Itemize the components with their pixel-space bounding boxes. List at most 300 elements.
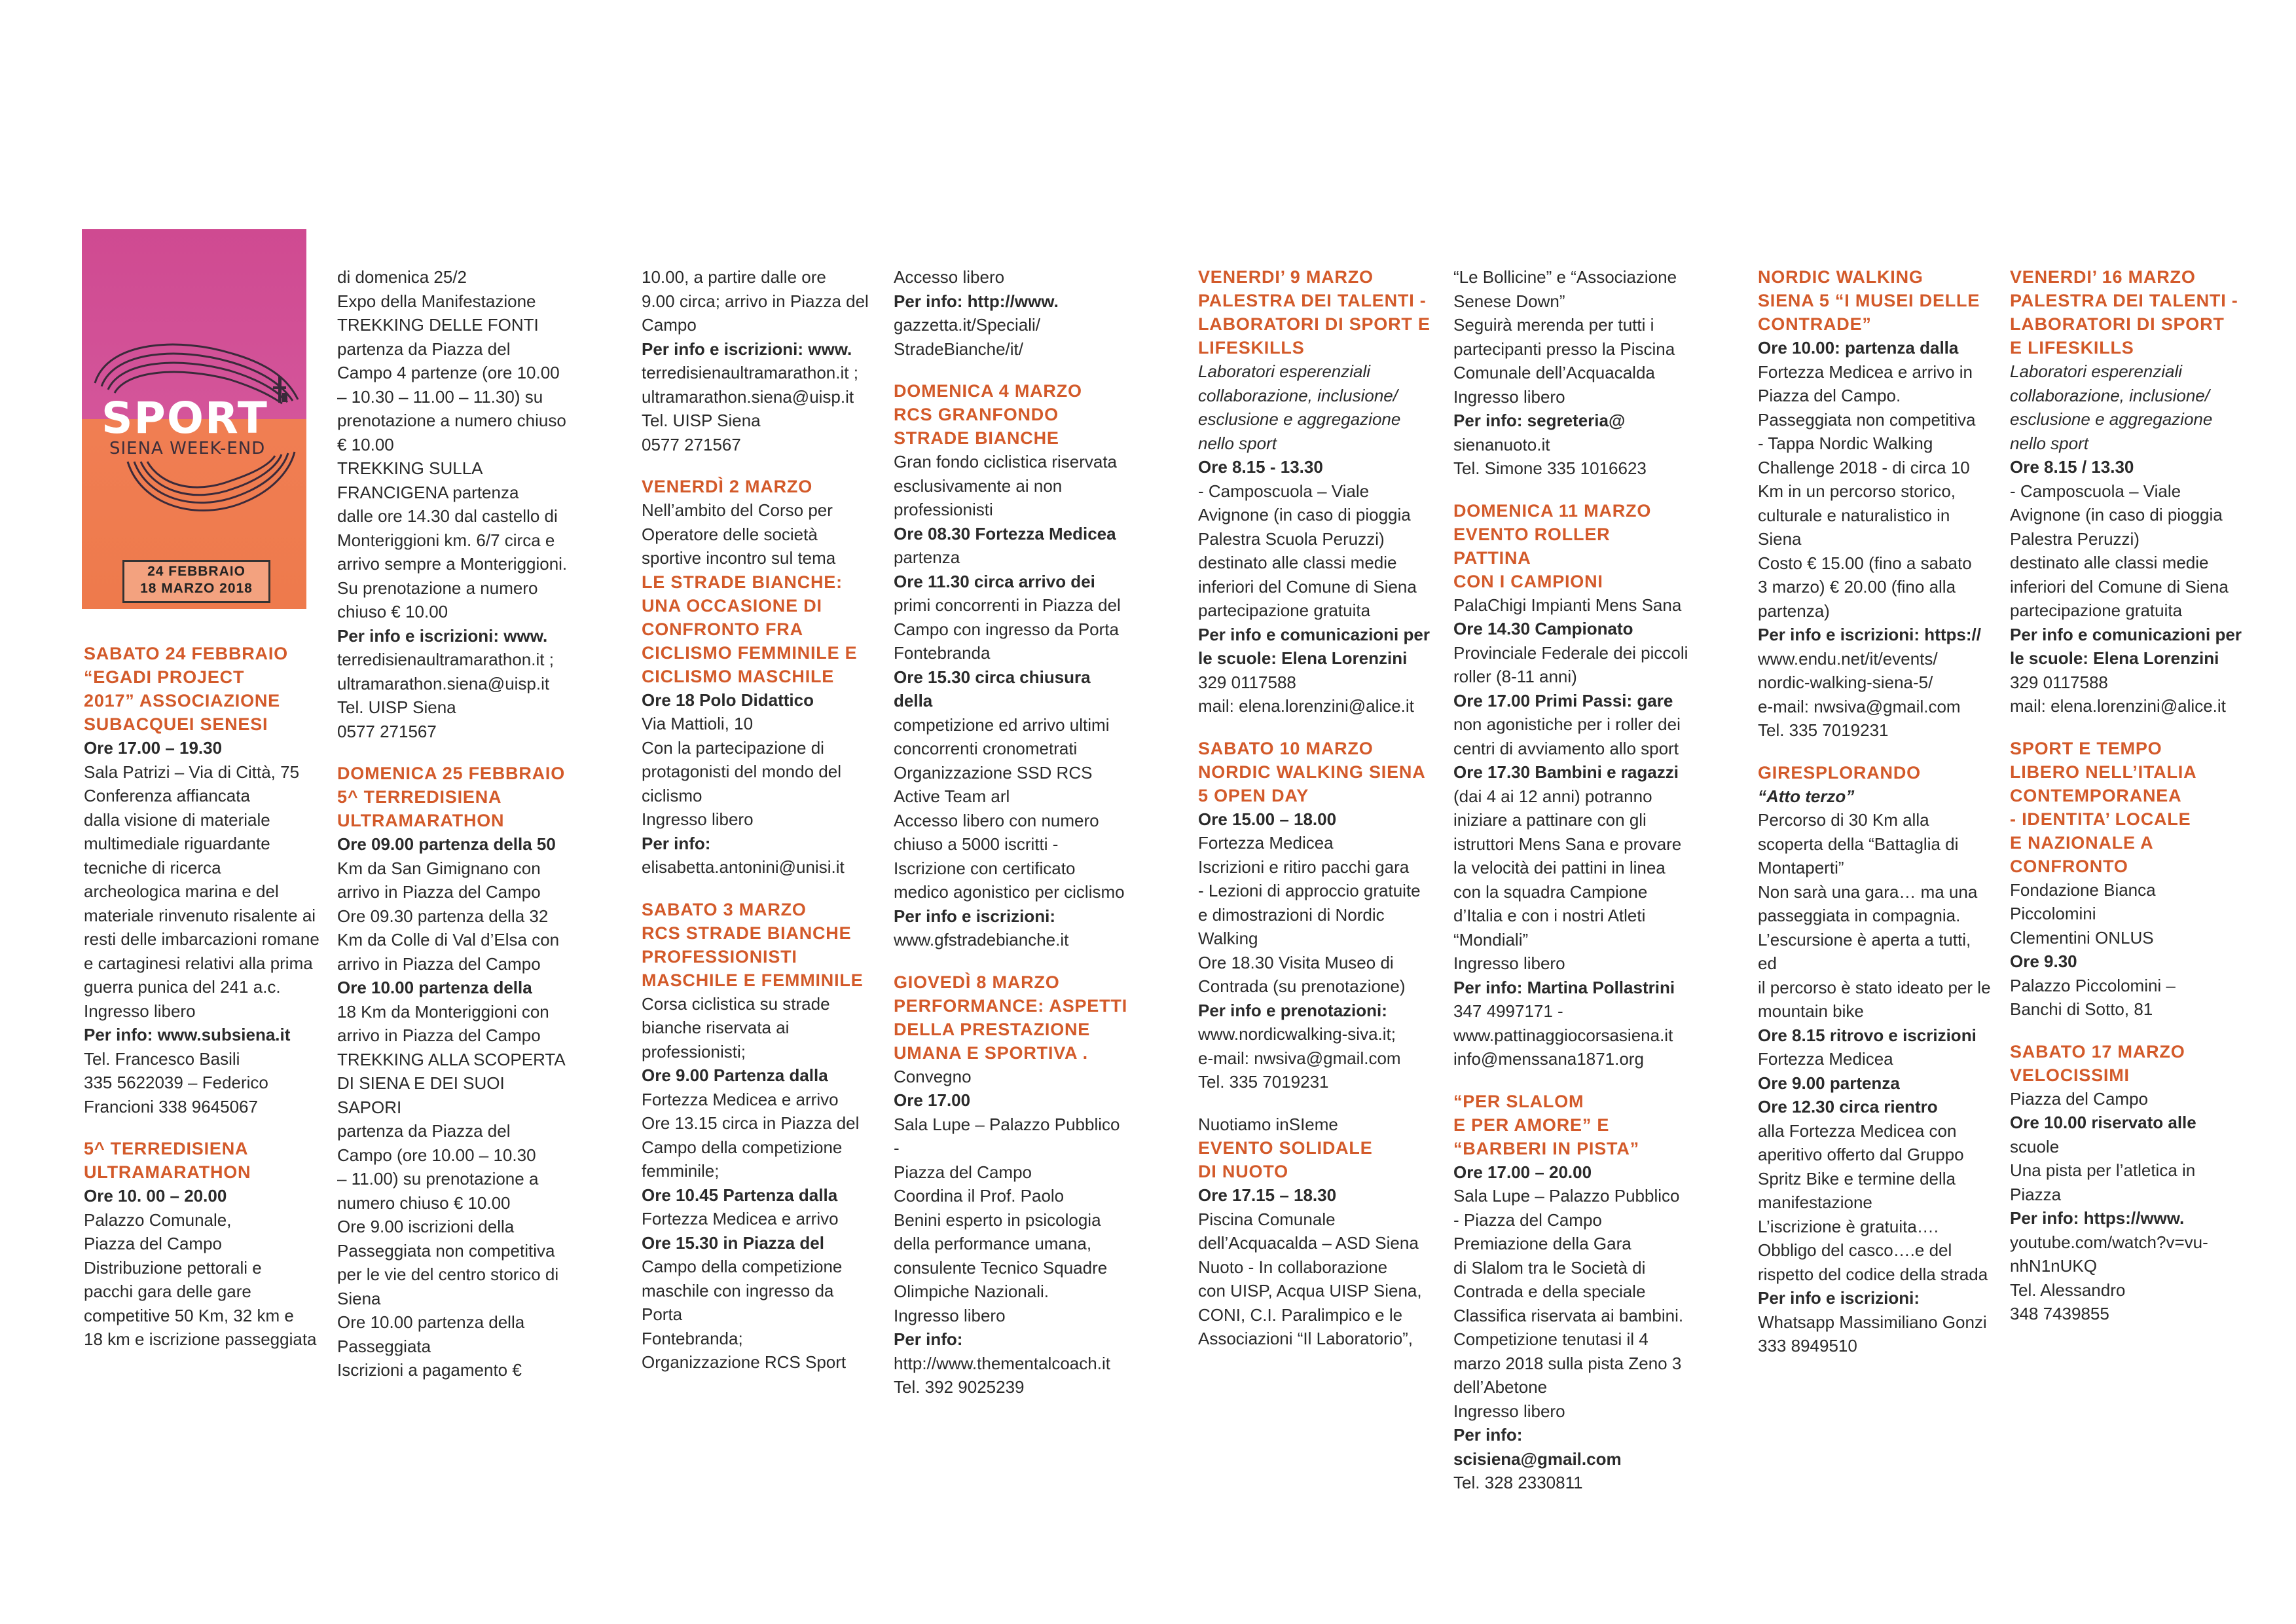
event-heading: LABORATORI DI SPORT: [2010, 314, 2225, 334]
event-text-line: e-mail: nwsiva@gmail.com: [1198, 1048, 1401, 1068]
event-text-line: guerra punica del 241 a.c.: [84, 977, 281, 997]
event-text-line: sportive incontro sul tema: [642, 548, 836, 568]
event-text-line: Fontebranda: [894, 643, 991, 663]
event-text-line: ultramarathon.siena@uisp.it: [337, 673, 550, 693]
event-block: [84, 1137, 319, 1352]
event-text-line: Ingresso libero: [1453, 1401, 1565, 1421]
event-text-line: Ore 8.15 - 13.30: [1198, 457, 1323, 477]
event-text-line: Ore 10.00 riservato alle: [2010, 1113, 2196, 1132]
event-text-line: nello sport: [2010, 433, 2088, 453]
event-text-line: 18 km e iscrizione passeggiata: [84, 1329, 317, 1349]
event-text-line: roller (8-11 anni): [1453, 667, 1577, 686]
event-block: [1453, 499, 1689, 1071]
event-heading: “EGADI PROJECT: [84, 667, 245, 687]
event-text-line: arrivo in Piazza del Campo: [337, 882, 541, 902]
event-heading: UNA OCCASIONE DI: [642, 595, 822, 616]
event-heading: CONFRONTO: [2010, 856, 2128, 876]
event-text-line: www.pattinaggiocorsasiena.it: [1453, 1025, 1673, 1045]
event-text-line: multimediale riguardante: [84, 834, 270, 853]
event-text-line: Siena: [337, 1288, 381, 1308]
event-text-line: TREKKING SULLA: [337, 458, 483, 478]
event-text-line: d’Italia e con i nostri Atleti: [1453, 906, 1646, 925]
event-heading: ULTRAMARATHON: [337, 811, 505, 830]
event-text-line: resti delle imbarcazioni romane: [84, 929, 319, 949]
event-text-line: partecipanti presso la Piscina: [1453, 339, 1675, 359]
event-heading: LIFESKILLS: [1198, 338, 1305, 358]
column-8: [2010, 265, 2246, 1344]
event-text-line: FRANCIGENA partenza: [337, 482, 519, 502]
event-text-line: collaborazione, inclusione/: [1198, 385, 1398, 405]
column-5: [1198, 265, 1434, 1369]
event-text-line: 3 marzo) € 20.00 (fino alla: [1758, 577, 1956, 597]
event-text-line: esclusione e aggregazione: [1198, 409, 1401, 429]
event-text-line: www.gfstradebianche.it: [894, 930, 1069, 950]
event-block: [2010, 265, 2246, 718]
event-text-line: non agonistiche per i roller dei: [1453, 714, 1681, 734]
event-heading: 5^ TERREDISIENA: [84, 1139, 249, 1158]
event-text-line: Whatsapp Massimiliano Gonzi: [1758, 1312, 1987, 1332]
event-text-line: Costo € 15.00 (fino a sabato: [1758, 553, 1972, 573]
event-text-line: Tel. 335 7019231: [1198, 1072, 1329, 1092]
event-heading: E PER AMORE” E: [1453, 1115, 1610, 1135]
event-text-line: Km in un percorso storico,: [1758, 481, 1956, 501]
event-text-line: TREKKING ALLA SCOPERTA: [337, 1049, 566, 1069]
event-text-line: passeggiata in compagnia.: [1758, 906, 1961, 925]
event-text-line: (dai 4 ai 12 anni) potranno: [1453, 786, 1652, 806]
event-text-line: Iscrizioni e ritiro pacchi gara: [1198, 857, 1410, 877]
event-text-line: Ore 09.00 partenza della 50: [337, 834, 556, 854]
event-text-line: Classifica riservata ai bambini.: [1453, 1305, 1684, 1325]
event-heading: DOMENICA 25 FEBBRAIO: [337, 764, 566, 783]
event-text-line: “Atto terzo”: [1758, 786, 1855, 806]
event-heading: SABATO 24 FEBBRAIO: [84, 644, 288, 663]
event-text-line: Ore 14.30 Campionato: [1453, 619, 1633, 638]
event-text-line: Piscina Comunale: [1198, 1209, 1336, 1229]
event-text-line: scuole: [2010, 1136, 2060, 1156]
event-text-line: DI SIENA E DEI SUOI SAPORI: [337, 1073, 505, 1117]
event-heading: CONTEMPORANEA: [2010, 785, 2182, 805]
column-7: [1758, 265, 1994, 1376]
event-text-line: Su prenotazione a numero: [337, 578, 538, 598]
event-text-line: scoperta della “Battaglia di: [1758, 834, 1959, 854]
event-text-line: Piazza del Campo: [2010, 1088, 2148, 1109]
event-heading: 2017” ASSOCIAZIONE: [84, 691, 280, 710]
event-text-line: Ore 12.30 circa rientro: [1758, 1097, 1938, 1116]
event-text-line: dell’Acquacalda – ASD Siena: [1198, 1233, 1419, 1253]
event-text-line: Ore 08.30 Fortezza Medicea: [894, 523, 1116, 544]
event-text-line: numero chiuso € 10.00: [337, 1192, 511, 1213]
event-text-line: Per info e iscrizioni: https://: [1758, 625, 1981, 644]
event-text-line: Active Team arl: [894, 786, 1010, 806]
event-text-line: Contrada e della speciale: [1453, 1282, 1646, 1301]
event-text-line: StradeBianche/it/: [894, 339, 1024, 359]
event-text-line: CONI, C.I. Paralimpico e le: [1198, 1304, 1403, 1325]
event-text-line: Expo della Manifestazione: [337, 291, 536, 311]
event-text-line: Ore 9.00 partenza: [1758, 1073, 1900, 1093]
event-text-line: ciclismo: [642, 785, 702, 805]
event-text-line: Monteriggioni km. 6/7 circa e: [337, 530, 555, 550]
event-block: [2010, 1040, 2246, 1326]
event-text-line: nello sport: [1198, 433, 1277, 453]
event-block: [1453, 265, 1689, 481]
event-text-line: competizione ed arrivo ultimi: [894, 714, 1110, 735]
event-text-line: Ore 10. 00 – 20.00: [84, 1186, 227, 1206]
event-text-line: PalaChigi Impianti Mens Sana: [1453, 595, 1682, 615]
event-text-line: pacchi gara delle gare: [84, 1282, 251, 1301]
event-text-line: medico agonistico per ciclismo: [894, 882, 1125, 902]
event-text-line: Tel. Francesco Basili: [84, 1048, 240, 1069]
event-text-line: Tel. 328 2330811: [1453, 1473, 1583, 1492]
event-text-line: 9.00 circa; arrivo in Piazza del: [642, 291, 869, 311]
event-heading: E NAZIONALE A: [2010, 832, 2154, 853]
event-text-line: Ore 8.15 ritrovo e iscrizioni: [1758, 1025, 1977, 1045]
event-text-line: Fortezza Medicea e arrivo in: [1758, 361, 1973, 382]
event-text-line: Ingresso libero: [84, 1001, 196, 1021]
event-text-line: Campo della competizione: [642, 1137, 843, 1157]
event-text-line: Campo (ore 10.00 – 10.30: [337, 1145, 536, 1165]
event-text-line: Campo della competizione: [642, 1257, 843, 1276]
event-text-line: Laboratori esperenziali: [2010, 361, 2183, 381]
event-heading: SIENA 5 “I MUSEI DELLE: [1758, 291, 1980, 310]
event-text-line: Per info e comunicazioni per: [1198, 624, 1430, 644]
event-text-line: Per info:: [894, 1329, 963, 1349]
event-text-line: Per info: segreteria@: [1453, 411, 1626, 430]
event-text-line: Ore 11.30 circa arrivo dei: [894, 571, 1095, 591]
event-text-line: il percorso è stato ideato per le: [1758, 977, 1991, 997]
column-3: [642, 265, 877, 1393]
event-text-line: prenotazione a numero chiuso: [337, 411, 566, 430]
event-heading: LABORATORI DI SPORT E: [1198, 314, 1430, 334]
event-text-line: di domenica 25/2: [337, 267, 467, 287]
event-text-line: Ore 15.00 – 18.00: [1198, 809, 1337, 829]
poster-dates-box: [122, 560, 270, 603]
event-text-line: Ore 18 Polo Didattico: [642, 690, 814, 710]
event-text-line: Per info e iscrizioni:: [894, 906, 1056, 926]
event-text-line: rispetto del codice della strada: [1758, 1264, 1988, 1284]
event-text-line: e-mail: nwsiva@gmail.com: [1758, 696, 1961, 716]
event-block: [84, 642, 319, 1118]
event-text-line: Tel. UISP Siena: [337, 697, 456, 717]
event-text-line: 329 0117588: [2010, 672, 2108, 692]
event-text-line: istruttori Mens Sana e provare: [1453, 834, 1682, 854]
event-text-line: Ore 15.30 in Piazza del: [642, 1232, 824, 1253]
event-text-line: sienanuoto.it: [1453, 434, 1550, 454]
event-text-line: - Tappa Nordic Walking: [1758, 434, 1933, 453]
event-text-line: Tel. UISP Siena: [642, 411, 761, 430]
event-text-line: maschile con ingresso da Porta: [642, 1280, 834, 1324]
event-text-line: Per info: scisiena@gmail.com: [1453, 1425, 1622, 1469]
event-block: [642, 898, 877, 1375]
event-text-line: Ore 17.00: [894, 1090, 971, 1110]
event-block: [1198, 1113, 1434, 1351]
event-text-line: chiuso € 10.00: [337, 602, 448, 621]
event-text-line: Tel. 335 7019231: [1758, 720, 1889, 740]
event-text-line: Organizzazione RCS Sport: [642, 1352, 847, 1372]
column-2: [337, 265, 573, 1401]
event-text-line: - Camposcuola – Viale: [1198, 481, 1370, 501]
event-text-line: Ore 15.30 circa chiusura della: [894, 667, 1091, 710]
event-text-line: – 10.30 – 11.00 – 11.30) su: [337, 386, 543, 407]
event-text-line: Comunale dell’Acquacalda: [1453, 363, 1655, 382]
event-text-line: Piazza del Campo.: [1758, 386, 1901, 405]
event-text-line: Challenge 2018 - di circa 10: [1758, 457, 1970, 477]
event-text-line: TREKKING DELLE FONTI: [337, 315, 539, 335]
event-heading: “BARBERI IN PISTA”: [1453, 1138, 1639, 1158]
event-text-line: Iscrizione con certificato: [894, 858, 1076, 878]
event-text-line: della performance umana,: [894, 1234, 1092, 1253]
event-text-line: inferiori del Comune di Siena: [2010, 576, 2229, 597]
event-text-line: Ore 10.00: partenza dalla: [1758, 338, 1959, 358]
event-text-line: Organizzazione SSD RCS: [894, 762, 1093, 783]
event-text-line: Per info: Martina Pollastrini: [1453, 977, 1675, 997]
event-text-line: elisabetta.antonini@unisi.it: [642, 857, 845, 877]
event-heading: SABATO 3 MARZO: [642, 899, 807, 919]
event-text-line: Ore 13.15 circa in Piazza del: [642, 1113, 860, 1133]
event-text-line: partenza: [894, 547, 960, 567]
event-text-line: le scuole: Elena Lorenzini: [2010, 648, 2219, 668]
event-heading: UMANA E SPORTIVA .: [894, 1043, 1088, 1063]
event-text-line: e dimostrazioni di Nordic: [1198, 904, 1385, 925]
event-text-line: Nuotiamo inSIeme: [1198, 1114, 1338, 1134]
event-text-line: 0577 271567: [337, 721, 437, 741]
event-heading: VENERDI’ 9 MARZO: [1198, 267, 1374, 287]
event-text-line: 18 Km da Monteriggioni con: [337, 1001, 549, 1022]
event-heading: CICLISMO FEMMINILE E: [642, 642, 858, 663]
event-heading: LIBERO NELL’ITALIA: [2010, 762, 2197, 782]
event-text-line: alla Fortezza Medicea con: [1758, 1120, 1957, 1141]
event-text-line: iniziare a pattinare con gli: [1453, 810, 1647, 830]
event-heading: CONTRADE”: [1758, 314, 1872, 334]
event-heading: EVENTO ROLLER PATTINA: [1453, 524, 1611, 568]
event-text-line: partenza): [1758, 600, 1830, 621]
event-heading: PALESTRA DEI TALENTI -: [1198, 291, 1427, 310]
event-text-line: di Slalom tra le Società di: [1453, 1257, 1646, 1278]
event-text-line: Fontebranda;: [642, 1328, 743, 1348]
event-heading: EVENTO SOLIDALE: [1198, 1138, 1373, 1158]
event-text-line: materiale rinvenuto risalente ai: [84, 905, 316, 925]
event-text-line: Premiazione della Gara: [1453, 1234, 1631, 1253]
event-text-line: Ore 17.15 – 18.30: [1198, 1185, 1337, 1205]
event-text-line: Competizione tenutasi il 4: [1453, 1329, 1649, 1349]
event-text-line: partecipazione gratuita: [2010, 600, 2183, 620]
event-text-line: Olimpiche Nazionali.: [894, 1282, 1049, 1301]
event-text-line: culturale e naturalistico in: [1758, 505, 1950, 525]
event-text-line: Campo: [642, 315, 697, 335]
event-text-line: nhN1nUKQ: [2010, 1256, 2097, 1276]
event-text-line: - Camposcuola – Viale: [2010, 481, 2181, 501]
event-heading: E LIFESKILLS: [2010, 338, 2134, 358]
event-text-line: Ore 9.00 iscrizioni della: [337, 1217, 515, 1236]
event-text-line: www.endu.net/it/events/: [1758, 648, 1938, 669]
event-text-line: dell’Abetone: [1453, 1377, 1548, 1397]
event-text-line: Nuoto - In collaborazione: [1198, 1257, 1388, 1277]
event-text-line: Ore 17.00 Primi Passi: gare: [1453, 690, 1673, 710]
event-text-line: Ore 09.30 partenza della 32: [337, 906, 549, 926]
event-heading: LE STRADE BIANCHE:: [642, 572, 843, 592]
event-block: [642, 475, 877, 879]
event-text-line: Ingresso libero: [642, 809, 754, 829]
event-text-line: dalla visione di materiale: [84, 809, 270, 830]
event-heading: PERFORMANCE: ASPETTI: [894, 995, 1128, 1016]
event-text-line: Ore 17.30 Bambini e ragazzi: [1453, 762, 1679, 782]
event-heading: CICLISMO MASCHILE: [642, 666, 835, 686]
event-text-line: Ore 10.00 partenza della: [337, 1312, 525, 1332]
event-text-line: L’escursione è aperta a tutti, ed: [1758, 929, 1971, 973]
event-text-line: ultramarathon.siena@uisp.it: [642, 386, 854, 407]
column-6: [1453, 265, 1689, 1513]
event-text-line: Corsa ciclistica su strade: [642, 993, 830, 1014]
event-text-line: Distribuzione pettorali e: [84, 1257, 262, 1278]
event-text-line: Via Mattioli, 10: [642, 714, 754, 733]
sport-siena-poster: [82, 229, 306, 609]
event-text-line: Avignone (in caso di pioggia: [2010, 505, 2223, 525]
event-text-line: professionisti;: [642, 1041, 746, 1061]
event-text-line: Conferenza affiancata: [84, 786, 250, 805]
event-text-line: Palestra Scuola Peruzzi): [1198, 528, 1385, 549]
event-heading: 5 OPEN DAY: [1198, 785, 1309, 805]
event-text-line: Ore 18.30 Visita Museo di: [1198, 952, 1394, 972]
event-text-line: L’iscrizione è gratuita….: [1758, 1216, 1939, 1236]
event-text-line: per le vie del centro storico di: [337, 1264, 559, 1284]
event-text-line: archeologica marina e del: [84, 881, 279, 901]
event-text-line: Accesso libero: [894, 267, 1005, 287]
event-text-line: arrivo sempre a Monteriggioni.: [337, 554, 568, 574]
poster-date-from: 24 FEBBRAIO: [147, 564, 246, 579]
event-text-line: Campo 4 partenze (ore 10.00: [337, 363, 560, 382]
event-text-line: Ingresso libero: [1453, 953, 1565, 973]
event-block: [894, 265, 1129, 361]
event-text-line: - Piazza del Campo: [1453, 1209, 1602, 1230]
event-text-line: Non sarà una gara… ma una: [1758, 881, 1978, 902]
event-text-line: Associazioni “Il Laboratorio”,: [1198, 1329, 1413, 1348]
event-text-line: arrivo in Piazza del Campo: [337, 1025, 541, 1045]
event-text-line: Ore 9.00 Partenza dalla: [642, 1065, 828, 1085]
event-text-line: partenza da Piazza del: [337, 339, 511, 359]
event-text-line: nordic-walking-siena-5/: [1758, 673, 1933, 692]
event-heading: CON I CAMPIONI: [1453, 571, 1603, 591]
event-text-line: mountain bike: [1758, 1001, 1864, 1021]
event-text-line: protagonisti del mondo del: [642, 762, 841, 781]
event-text-line: Ore 9.30: [2010, 951, 2077, 971]
event-text-line: Palazzo Piccolomini –: [2010, 975, 2176, 995]
event-text-line: Sala Patrizi – Via di Città, 75: [84, 762, 300, 782]
event-text-line: Coordina il Prof. Paolo: [894, 1186, 1065, 1206]
event-text-line: Piazza del Campo: [894, 1162, 1032, 1182]
event-text-line: 333 8949510: [1758, 1336, 1857, 1356]
poster-date-to: 18 MARZO 2018: [140, 581, 253, 596]
event-heading: “PER SLALOM: [1453, 1091, 1584, 1111]
event-block: [1198, 737, 1434, 1094]
event-text-line: Per info: http://www.: [894, 291, 1059, 311]
event-text-line: terredisienaultramarathon.it ;: [642, 363, 858, 382]
event-text-line: Per info e prenotazioni:: [1198, 1000, 1387, 1020]
event-text-line: Sala Lupe – Palazzo Pubblico -: [894, 1114, 1120, 1158]
event-text-line: Per info:: [642, 833, 711, 853]
event-text-line: partenza da Piazza del: [337, 1121, 511, 1141]
event-text-line: con la squadra Campione: [1453, 881, 1648, 902]
event-text-line: Passeggiata non competitiva: [1758, 409, 1976, 430]
event-block: [894, 379, 1129, 952]
event-heading: VENERDI’ 16 MARZO: [2010, 267, 2196, 287]
event-text-line: destinato alle classi medie: [1198, 553, 1397, 572]
event-text-line: inferiori del Comune di Siena: [1198, 576, 1417, 597]
event-heading: - IDENTITA’ LOCALE: [2010, 809, 2191, 829]
event-text-line: consulente Tecnico Squadre: [894, 1257, 1108, 1278]
event-text-line: Spritz Bike e termine della: [1758, 1168, 1956, 1189]
event-text-line: Gran fondo ciclistica riservata: [894, 452, 1118, 471]
event-block: [1758, 265, 1994, 743]
event-text-line: Una pista per l’atletica in: [2010, 1160, 2196, 1180]
event-text-line: Per info e iscrizioni: www.: [642, 339, 852, 359]
event-heading: GIOVEDÌ 8 MARZO: [894, 972, 1060, 992]
event-text-line: Per info e iscrizioni: www.: [337, 625, 548, 646]
event-text-line: Palazzo Comunale,: [84, 1209, 232, 1230]
event-text-line: competitive 50 Km, 32 km e: [84, 1305, 294, 1325]
event-text-line: Piazza: [2010, 1184, 2062, 1204]
event-heading: 5^ TERREDISIENA: [337, 787, 502, 807]
event-heading: ULTRAMARATHON: [84, 1162, 251, 1182]
event-text-line: Clementini ONLUS: [2010, 927, 2154, 948]
event-text-line: Ingresso libero: [894, 1305, 1006, 1325]
event-text-line: marzo 2018 sulla pista Zeno 3: [1453, 1353, 1682, 1373]
event-text-line: Percorso di 30 Km alla: [1758, 810, 1929, 830]
event-text-line: Fortezza Medicea: [1198, 833, 1334, 853]
event-text-line: Per info e comunicazioni per: [2010, 624, 2242, 644]
event-text-line: Francioni 338 9645067: [84, 1096, 258, 1116]
event-text-line: Tel. 392 9025239: [894, 1377, 1025, 1397]
event-text-line: Fondazione Bianca Piccolomini: [2010, 879, 2156, 923]
event-text-line: “Mondiali”: [1453, 929, 1529, 950]
event-heading: DELLA PRESTAZIONE: [894, 1019, 1091, 1039]
event-text-line: con UISP, Acqua UISP Siena,: [1198, 1281, 1422, 1301]
event-text-line: Km da Colle di Val d’Elsa con: [337, 930, 560, 950]
event-text-line: concorrenti cronometrati: [894, 739, 1078, 758]
event-text-line: Tel. Simone 335 1016623: [1453, 458, 1647, 478]
event-text-line: Con la partecipazione di: [642, 737, 824, 758]
event-block: [642, 265, 877, 456]
event-text-line: e cartaginesi relativi alla prima: [84, 953, 313, 973]
event-text-line: arrivo in Piazza del Campo: [337, 953, 541, 974]
event-text-line: partecipazione gratuita: [1198, 600, 1371, 620]
event-text-line: primi concorrenti in Piazza del: [894, 595, 1121, 615]
event-text-line: Piazza del Campo: [84, 1234, 222, 1253]
event-text-line: Sala Lupe – Palazzo Pubblico: [1453, 1186, 1680, 1206]
event-text-line: Siena: [1758, 529, 1802, 549]
event-text-line: Campo con ingresso da Porta: [894, 619, 1119, 639]
event-text-line: Operatore delle società: [642, 524, 818, 544]
event-text-line: Ore 17.00 – 20.00: [1453, 1162, 1592, 1182]
event-text-line: la velocità dei pattini in linea: [1453, 858, 1666, 877]
event-text-line: Passeggiata: [337, 1336, 431, 1356]
event-text-line: manifestazione: [1758, 1192, 1872, 1212]
event-heading: VELOCISSIMI: [2010, 1065, 2130, 1085]
event-text-line: - Lezioni di approccio gratuite: [1198, 881, 1421, 900]
event-text-line: info@menssana1871.org: [1453, 1049, 1644, 1069]
event-heading: SUBACQUEI SENESI: [84, 714, 268, 734]
event-text-line: Contrada (su prenotazione): [1198, 976, 1406, 996]
event-heading: SPORT E TEMPO: [2010, 738, 2162, 758]
event-text-line: Fortezza Medicea e arrivo: [642, 1209, 839, 1228]
event-block: [1198, 265, 1434, 718]
event-text-line: Tel. Alessandro: [2010, 1280, 2126, 1300]
event-text-line: Km da San Gimignano con: [337, 858, 541, 878]
event-text-line: Ingresso libero: [1453, 386, 1565, 407]
event-text-line: Per info: www.subsiena.it: [84, 1025, 291, 1044]
event-heading: CONFRONTO FRA: [642, 619, 803, 639]
event-heading: DOMENICA 11 MARZO: [1453, 500, 1652, 521]
event-heading: STRADE BIANCHE: [894, 428, 1059, 448]
event-heading: PROFESSIONISTI: [642, 946, 797, 967]
